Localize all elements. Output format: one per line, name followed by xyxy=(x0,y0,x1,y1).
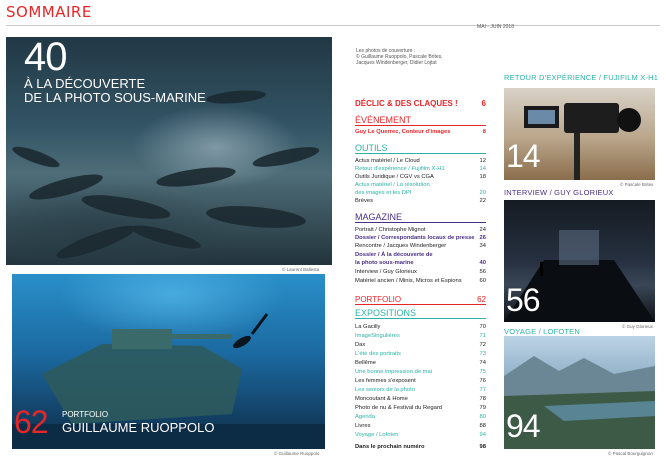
toc-item[interactable] xyxy=(355,267,486,275)
toc-item-label: Actus matériel / Le Cloud xyxy=(355,157,420,164)
hero-title-line2: DE LA PHOTO SOUS-MARINE xyxy=(24,90,206,105)
toc-item[interactable] xyxy=(355,196,486,204)
header-divider xyxy=(6,25,660,26)
toc-item-label: Interview / Guy Glorieux xyxy=(355,268,417,275)
toc-next-num: 98 xyxy=(479,443,486,450)
toc-item-num: 78 xyxy=(479,395,486,402)
portfolio-label: PORTFOLIO xyxy=(62,410,109,419)
toc-item-num: 71 xyxy=(479,332,486,339)
outils-rule xyxy=(355,153,486,154)
toc-item[interactable] xyxy=(355,180,486,188)
toc-item[interactable] xyxy=(355,385,486,393)
toc-item[interactable] xyxy=(355,250,486,258)
portfolio-rule xyxy=(355,304,486,305)
toc-item[interactable] xyxy=(355,276,486,284)
toc-item-label: Outils Juridique / CGV vs CGA xyxy=(355,173,434,180)
portfolio-photographer: GUILLAUME RUOPPOLO xyxy=(62,420,215,435)
toc-item[interactable] xyxy=(355,358,486,366)
hero-photo-credit: © Laurent Ballesta xyxy=(282,267,320,272)
toc-next-title: Dans le prochain numéro xyxy=(355,443,425,450)
toc-item[interactable] xyxy=(355,233,486,241)
toc-item-num: 8 xyxy=(482,128,486,135)
toc-item-num: 77 xyxy=(479,386,486,393)
toc-item-label: Bellême xyxy=(355,359,376,366)
toc-item-label: Retour d'expérience / Fujifilm X-H1 xyxy=(355,165,445,172)
toc-item-label: Moncoutant & Home xyxy=(355,395,408,402)
toc-item-label: des images et les DPI xyxy=(355,189,412,196)
toc-item-label: Livres xyxy=(355,422,371,429)
toc-item[interactable] xyxy=(355,349,486,357)
diver-photo-credit: © Guillaume Ruoppolo xyxy=(274,451,320,456)
toc-item-label: Actus matériel / La résolution xyxy=(355,181,430,188)
toc-item[interactable] xyxy=(355,241,486,249)
toc-item-label: Les femmes s'exposent xyxy=(355,377,416,384)
toc-item-num: 80 xyxy=(479,413,486,420)
toc-item[interactable] xyxy=(355,340,486,348)
toc-item-label: Les seniors de la photo xyxy=(355,386,415,393)
cover-credits xyxy=(356,48,476,66)
toc-item[interactable] xyxy=(355,188,486,196)
glorieux-page-number: 56 xyxy=(506,282,540,318)
toc-item-label: Agenda xyxy=(355,413,375,420)
lofoten-page-number: 94 xyxy=(506,408,540,444)
glorieux-photo xyxy=(504,200,655,322)
toc-item[interactable] xyxy=(355,367,486,375)
toc-item-num: 26 xyxy=(479,234,486,241)
portfolio-page-number: 62 xyxy=(14,404,48,440)
evenement-rule xyxy=(355,125,486,126)
issue-date: MAI - JUIN 2018 xyxy=(477,24,514,30)
toc-declic-title: DÉCLIC & DES CLAQUES ! xyxy=(355,98,458,108)
page-title: SOMMAIRE xyxy=(6,3,92,21)
toc-item-num: 20 xyxy=(479,189,486,196)
toc-item-num: 56 xyxy=(479,268,486,275)
toc-portfolio-num: 62 xyxy=(477,294,486,304)
toc-item-label: Rencontre / Jacques Windenberger xyxy=(355,242,447,249)
toc-item[interactable] xyxy=(355,322,486,330)
glorieux-section-label: INTERVIEW / GUY GLORIEUX xyxy=(504,188,614,197)
section-outils: OUTILS xyxy=(355,143,388,153)
toc-item-label: la photo sous-marine xyxy=(355,259,414,266)
toc-item-label: La Gacilly xyxy=(355,323,381,330)
fuji-photo-credit: © Pascale Brites xyxy=(620,182,654,187)
toc-item[interactable] xyxy=(355,164,486,172)
toc-item[interactable] xyxy=(355,127,486,135)
sharks-photo xyxy=(6,37,332,265)
toc-declic-num: 6 xyxy=(481,98,486,108)
toc-item-label: Dossier / Correspondants locaux de presse xyxy=(355,234,475,241)
credits-line-3: Jacques Windenberger, Didier Lojtat xyxy=(356,60,437,66)
toc-item[interactable] xyxy=(355,394,486,402)
camera-photo xyxy=(504,88,655,180)
toc-item-label: ImageSingulières xyxy=(355,332,400,339)
toc-item[interactable] xyxy=(355,430,486,438)
toc-item-num: 88 xyxy=(479,422,486,429)
lofoten-photo xyxy=(504,336,655,449)
toc-item-label: Dossier / À la découverte de xyxy=(355,251,433,258)
toc-item[interactable] xyxy=(355,412,486,420)
toc-item-num: 74 xyxy=(479,359,486,366)
hero-title xyxy=(24,77,206,105)
diver-photo xyxy=(12,274,325,449)
toc-item-num: 79 xyxy=(479,404,486,411)
toc-item-label: Brèves xyxy=(355,197,374,204)
lofoten-photo-credit: © Pascal Bourguignon xyxy=(608,451,653,456)
hero-title-line1: À LA DÉCOUVERTE xyxy=(24,76,146,91)
toc-item-num: 24 xyxy=(479,226,486,233)
toc-item[interactable] xyxy=(355,172,486,180)
section-magazine: MAGAZINE xyxy=(355,212,403,222)
toc-item-num: 34 xyxy=(479,242,486,249)
toc-item-num: 76 xyxy=(479,377,486,384)
toc-item-num: 70 xyxy=(479,323,486,330)
toc-item-num: 22 xyxy=(479,197,486,204)
credits-line-1: Les photos de couverture : xyxy=(356,48,416,54)
toc-portfolio-title: PORTFOLIO xyxy=(355,294,402,304)
toc-item-num: 14 xyxy=(479,165,486,172)
toc-item-num: 75 xyxy=(479,368,486,375)
toc-next-issue[interactable] xyxy=(355,442,486,450)
toc-item-num: 18 xyxy=(479,173,486,180)
toc-item-label: Dax xyxy=(355,341,366,348)
toc-item[interactable] xyxy=(355,156,486,164)
toc-item[interactable] xyxy=(355,421,486,429)
toc-item-label: Voyage / Lofoten xyxy=(355,431,399,438)
expositions-rule xyxy=(355,318,486,319)
toc-item-label: Matériel ancien / Minis, Micros et Espions xyxy=(355,277,462,284)
toc-item[interactable] xyxy=(355,376,486,384)
lofoten-section-label: VOYAGE / LOFOTEN xyxy=(504,327,580,336)
toc-item-num: 60 xyxy=(479,277,486,284)
toc-item-label: L'été des portraits xyxy=(355,350,401,357)
fuji-section-label: RETOUR D'EXPÉRIENCE / FUJIFILM X-H1 xyxy=(504,73,659,82)
toc-item-num: 73 xyxy=(479,350,486,357)
toc-item-label: Une bonne impression de mai xyxy=(355,368,433,375)
toc-portfolio[interactable] xyxy=(355,291,486,303)
credits-line-2: © Guillaume Ruoppolo, Pascale Brites, xyxy=(356,54,443,60)
hero-page-number: 40 xyxy=(24,37,67,79)
glorieux-photo-credit: © Guy Glorieux xyxy=(622,324,653,329)
toc-item[interactable] xyxy=(355,225,486,233)
magazine-rule xyxy=(355,222,486,223)
toc-item-label: Portrait / Christophe Mignot xyxy=(355,226,426,233)
toc-item-num: 72 xyxy=(479,341,486,348)
toc-item-num: 94 xyxy=(479,431,486,438)
toc-item[interactable] xyxy=(355,331,486,339)
fuji-page-number: 14 xyxy=(506,138,540,174)
toc-item-num: 12 xyxy=(479,157,486,164)
toc-item-label: Guy Le Querrec, Conteur d'images xyxy=(355,128,451,135)
toc-item-label: Photo de nu & Festival du Regard xyxy=(355,404,443,411)
toc-item[interactable] xyxy=(355,258,486,266)
section-expositions: EXPOSITIONS xyxy=(355,308,417,318)
toc-item[interactable] xyxy=(355,403,486,411)
section-evenement: ÉVÉNEMENT xyxy=(355,115,412,125)
toc-item-num: 40 xyxy=(479,259,486,266)
toc-declic[interactable] xyxy=(355,96,486,107)
